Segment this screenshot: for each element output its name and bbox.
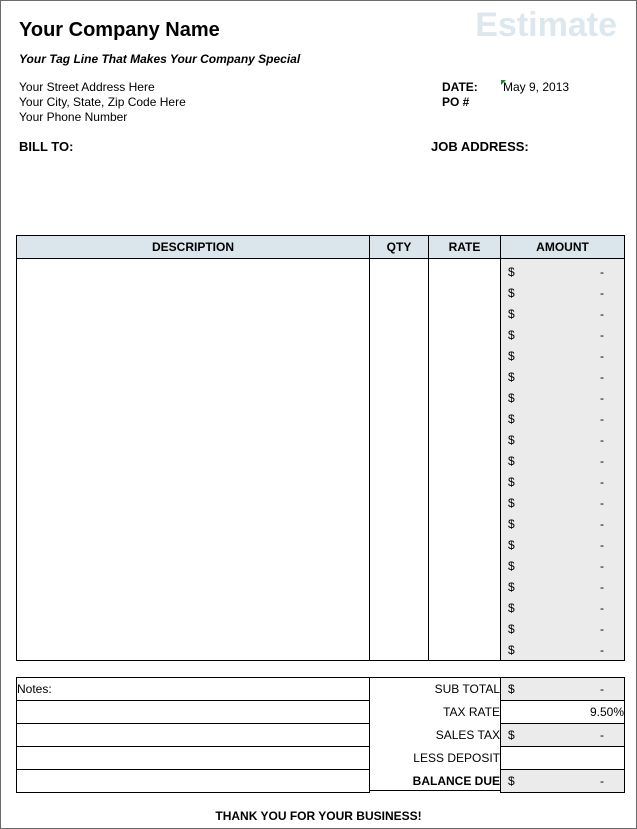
currency-symbol: $: [508, 774, 515, 788]
notes-line[interactable]: [17, 701, 370, 724]
amount-value: -: [600, 264, 604, 279]
currency-symbol: $: [508, 728, 515, 742]
description-cell[interactable]: [17, 408, 370, 429]
qty-cell[interactable]: [370, 618, 429, 639]
qty-cell[interactable]: [370, 345, 429, 366]
description-cell[interactable]: [17, 345, 370, 366]
qty-cell[interactable]: [370, 429, 429, 450]
rate-cell[interactable]: [429, 597, 501, 618]
description-cell[interactable]: [17, 492, 370, 513]
rate-cell[interactable]: [429, 471, 501, 492]
totals-label: LESS DEPOSIT: [413, 751, 500, 765]
description-cell[interactable]: [17, 282, 370, 303]
description-cell[interactable]: [17, 429, 370, 450]
description-cell[interactable]: [17, 471, 370, 492]
description-cell[interactable]: [17, 576, 370, 597]
amount-value: -: [600, 327, 604, 342]
description-cell[interactable]: [17, 639, 370, 661]
table-row: [17, 408, 625, 429]
currency-symbol: $: [508, 579, 515, 594]
table-row: [17, 618, 625, 639]
currency-symbol: $: [508, 327, 515, 342]
totals-row: [17, 678, 625, 701]
description-cell[interactable]: [17, 513, 370, 534]
totals-row: [17, 770, 625, 793]
table-row: [17, 324, 625, 345]
qty-cell[interactable]: [370, 576, 429, 597]
totals-row: [17, 701, 625, 724]
table-row: [17, 471, 625, 492]
rate-cell[interactable]: [429, 429, 501, 450]
currency-symbol: $: [508, 348, 515, 363]
rate-cell[interactable]: [429, 555, 501, 576]
currency-symbol: $: [508, 537, 515, 552]
rate-cell[interactable]: [429, 303, 501, 324]
phone-number: Your Phone Number: [19, 110, 128, 124]
currency-symbol: $: [508, 390, 515, 405]
currency-symbol: $: [508, 558, 515, 573]
qty-cell[interactable]: [370, 408, 429, 429]
currency-symbol: $: [508, 516, 515, 531]
street-address: Your Street Address Here: [19, 80, 155, 94]
amount-value: -: [600, 537, 604, 552]
description-cell[interactable]: [17, 450, 370, 471]
totals-amount: -: [600, 682, 604, 696]
rate-cell[interactable]: [429, 639, 501, 661]
currency-symbol: $: [508, 642, 515, 657]
document-title: Estimate: [475, 6, 617, 44]
amount-cell[interactable]: [501, 492, 625, 513]
amount-cell[interactable]: [501, 555, 625, 576]
amount-cell[interactable]: [501, 324, 625, 345]
amount-cell[interactable]: [501, 450, 625, 471]
qty-cell[interactable]: [370, 492, 429, 513]
amount-value: -: [600, 369, 604, 384]
amount-cell[interactable]: [501, 513, 625, 534]
amount-value: -: [600, 495, 604, 510]
currency-symbol: $: [508, 495, 515, 510]
totals-value[interactable]: [501, 747, 625, 770]
amount-value: -: [600, 516, 604, 531]
rate-cell[interactable]: [429, 513, 501, 534]
description-cell[interactable]: [17, 597, 370, 618]
table-row: [17, 259, 625, 283]
table-row: [17, 366, 625, 387]
amount-cell[interactable]: [501, 534, 625, 555]
amount-cell[interactable]: [501, 597, 625, 618]
table-row: [17, 450, 625, 471]
qty-cell[interactable]: [370, 471, 429, 492]
amount-value: -: [600, 642, 604, 657]
notes-line[interactable]: [17, 724, 370, 747]
rate-cell[interactable]: [429, 618, 501, 639]
currency-symbol: $: [508, 682, 515, 696]
qty-cell[interactable]: [370, 303, 429, 324]
notes-line[interactable]: [17, 747, 370, 770]
table-row: [17, 303, 625, 324]
qty-cell[interactable]: [370, 282, 429, 303]
amount-cell[interactable]: [501, 471, 625, 492]
company-tagline: Your Tag Line That Makes Your Company Special: [19, 52, 301, 66]
currency-symbol: $: [508, 369, 515, 384]
amount-value: -: [600, 558, 604, 573]
currency-symbol: $: [508, 474, 515, 489]
currency-symbol: $: [508, 600, 515, 615]
totals-value[interactable]: 9.50%: [501, 701, 625, 724]
qty-cell[interactable]: [370, 387, 429, 408]
table-header-row: [17, 236, 625, 259]
column-header-rate: RATE: [429, 236, 501, 259]
amount-cell[interactable]: [501, 387, 625, 408]
description-cell[interactable]: [17, 366, 370, 387]
currency-symbol: $: [508, 453, 515, 468]
totals-amount: -: [600, 774, 604, 788]
table-row: [17, 492, 625, 513]
company-name: Your Company Name: [19, 19, 220, 41]
qty-cell[interactable]: [370, 534, 429, 555]
qty-cell[interactable]: [370, 513, 429, 534]
column-header-qty: QTY: [370, 236, 429, 259]
table-row: [17, 282, 625, 303]
amount-value: -: [600, 453, 604, 468]
table-row: [17, 534, 625, 555]
totals-value[interactable]: [501, 678, 625, 701]
amount-value: -: [600, 432, 604, 447]
table-row: [17, 387, 625, 408]
rate-cell[interactable]: [429, 450, 501, 471]
amount-value: -: [600, 411, 604, 426]
description-cell[interactable]: [17, 618, 370, 639]
amount-cell[interactable]: [501, 408, 625, 429]
amount-value: -: [600, 390, 604, 405]
amount-cell[interactable]: [501, 345, 625, 366]
qty-cell[interactable]: [370, 639, 429, 661]
amount-value: -: [600, 348, 604, 363]
amount-cell[interactable]: [501, 576, 625, 597]
date-value[interactable]: May 9, 2013: [503, 80, 570, 94]
amount-cell[interactable]: [501, 639, 625, 661]
job-address-label: JOB ADDRESS:: [431, 139, 529, 154]
amount-value: -: [600, 579, 604, 594]
description-cell[interactable]: [17, 555, 370, 576]
amount-cell[interactable]: [501, 282, 625, 303]
bill-to-label: BILL TO:: [19, 139, 74, 154]
column-header-amount: AMOUNT: [501, 236, 625, 259]
qty-cell[interactable]: [370, 259, 429, 283]
qty-cell[interactable]: [370, 450, 429, 471]
totals-value[interactable]: [501, 770, 625, 793]
qty-cell[interactable]: [370, 597, 429, 618]
amount-value: -: [600, 285, 604, 300]
date-label: DATE:: [442, 80, 478, 94]
description-cell[interactable]: [17, 387, 370, 408]
rate-cell[interactable]: [429, 324, 501, 345]
rate-cell[interactable]: [429, 492, 501, 513]
amount-cell[interactable]: [501, 259, 625, 283]
rate-cell[interactable]: [429, 366, 501, 387]
table-row: [17, 555, 625, 576]
currency-symbol: $: [508, 432, 515, 447]
table-row: [17, 345, 625, 366]
currency-symbol: $: [508, 285, 515, 300]
currency-symbol: $: [508, 411, 515, 426]
amount-value: -: [600, 474, 604, 489]
rate-cell[interactable]: [429, 534, 501, 555]
totals-row: [17, 724, 625, 747]
totals-label: BALANCE DUE: [412, 774, 500, 788]
currency-symbol: $: [508, 264, 515, 279]
currency-symbol: $: [508, 306, 515, 321]
amount-cell[interactable]: [501, 618, 625, 639]
amount-value: -: [600, 306, 604, 321]
totals-label: SALES TAX: [435, 728, 500, 742]
table-row: [17, 513, 625, 534]
amount-value: -: [600, 621, 604, 636]
qty-cell[interactable]: [370, 366, 429, 387]
rate-cell[interactable]: [429, 387, 501, 408]
totals-amount: -: [600, 728, 604, 742]
totals-label: SUB TOTAL: [434, 682, 500, 696]
table-row: [17, 576, 625, 597]
description-cell[interactable]: [17, 259, 370, 283]
currency-symbol: $: [508, 621, 515, 636]
rate-cell[interactable]: [429, 408, 501, 429]
description-cell[interactable]: [17, 534, 370, 555]
table-row: [17, 429, 625, 450]
rate-cell[interactable]: [429, 259, 501, 283]
table-row: [17, 639, 625, 661]
line-items-table: [16, 235, 625, 661]
totals-table: [16, 677, 625, 793]
qty-cell[interactable]: [370, 555, 429, 576]
notes-label-cell[interactable]: Notes:: [17, 678, 370, 701]
amount-cell[interactable]: [501, 429, 625, 450]
rate-cell[interactable]: [429, 282, 501, 303]
totals-label: TAX RATE: [443, 705, 500, 719]
totals-value[interactable]: [501, 724, 625, 747]
amount-cell[interactable]: [501, 303, 625, 324]
notes-line[interactable]: [17, 770, 370, 793]
description-cell[interactable]: [17, 303, 370, 324]
thank-you-message: THANK YOU FOR YOUR BUSINESS!: [215, 809, 422, 823]
rate-cell[interactable]: [429, 576, 501, 597]
city-state-zip: Your City, State, Zip Code Here: [19, 95, 186, 109]
rate-cell[interactable]: [429, 345, 501, 366]
table-row: [17, 597, 625, 618]
qty-cell[interactable]: [370, 324, 429, 345]
amount-value: -: [600, 600, 604, 615]
po-label: PO #: [442, 95, 470, 109]
amount-cell[interactable]: [501, 366, 625, 387]
column-header-description: DESCRIPTION: [17, 236, 370, 259]
description-cell[interactable]: [17, 324, 370, 345]
totals-row: [17, 747, 625, 770]
